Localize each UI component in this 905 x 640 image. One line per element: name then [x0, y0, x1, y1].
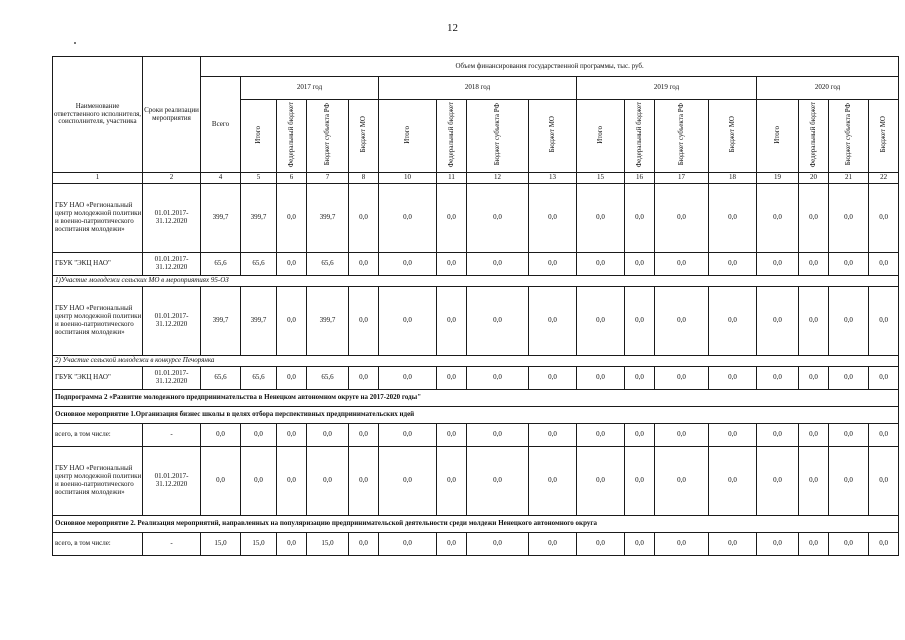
header-subcol-label: Бюджет субъекта РФ [322, 103, 331, 166]
amount-cell: 0,0 [655, 447, 709, 516]
amount-cell: 0,0 [379, 424, 437, 447]
table-row [53, 287, 899, 356]
header-subcol-label: Итого [772, 125, 781, 144]
header-subcol [799, 100, 829, 173]
amount-cell: 0,0 [829, 367, 869, 390]
column-number: 17 [655, 173, 709, 184]
column-number: 22 [869, 173, 899, 184]
amount-cell: 0,0 [625, 253, 655, 276]
section-heading: Подпрограмма 2 «Развитие молодежного предпринимательства в Ненецком автономном округе на 2017-2020 годы" [53, 390, 899, 407]
header-subcol-label: Федеральный бюджет [634, 101, 643, 168]
amount-cell: 0,0 [307, 424, 349, 447]
amount-cell: 0,0 [757, 184, 799, 253]
amount-cell: 15,0 [201, 533, 241, 556]
participant-name: ГБУ НАО «Региональный центр молодежной политики и военно-патриотического воспитания молодежи» [53, 447, 143, 516]
amount-cell: 0,0 [655, 287, 709, 356]
amount-cell: 0,0 [829, 253, 869, 276]
header-subcol [349, 100, 379, 173]
table-row [53, 367, 899, 390]
participant-name: ГБУ НАО «Региональный центр молодежной политики и военно-патриотического воспитания молодежи» [53, 184, 143, 253]
section-heading: Основное мероприятие 1.Организация бизнес школы в целях отбора перспективных предпринимательских идей [53, 407, 899, 424]
amount-cell: 0,0 [655, 367, 709, 390]
amount-cell: 0,0 [829, 287, 869, 356]
amount-cell: 0,0 [201, 424, 241, 447]
amount-cell: 0,0 [349, 424, 379, 447]
amount-cell: 0,0 [437, 287, 467, 356]
amount-cell: 0,0 [625, 447, 655, 516]
column-number: 21 [829, 173, 869, 184]
amount-cell: 0,0 [379, 184, 437, 253]
amount-cell: 65,6 [241, 367, 277, 390]
header-subcol-label: Федеральный бюджет [286, 101, 295, 168]
period-cell: - [143, 424, 201, 447]
header-name-col: Наименование ответственного исполнителя, соисполнителя, участника [53, 57, 143, 173]
amount-cell: 0,0 [757, 533, 799, 556]
header-subcol [277, 100, 307, 173]
amount-cell: 0,0 [437, 533, 467, 556]
amount-cell: 0,0 [757, 367, 799, 390]
header-year-2017: 2017 год [241, 77, 379, 100]
amount-cell: 0,0 [829, 533, 869, 556]
column-number: 4 [201, 173, 241, 184]
amount-cell: 399,7 [241, 184, 277, 253]
amount-cell: 0,0 [869, 287, 899, 356]
table-row [53, 253, 899, 276]
amount-cell: 0,0 [349, 447, 379, 516]
amount-cell: 0,0 [379, 533, 437, 556]
header-subcol [307, 100, 349, 173]
amount-cell: 0,0 [577, 287, 625, 356]
amount-cell: 0,0 [757, 253, 799, 276]
amount-cell: 0,0 [829, 184, 869, 253]
amount-cell: 399,7 [201, 184, 241, 253]
column-number: 12 [467, 173, 529, 184]
column-number: 16 [625, 173, 655, 184]
participant-name: всего, в том числе: [53, 533, 143, 556]
amount-cell: 65,6 [201, 253, 241, 276]
participant-name: всего, в том числе: [53, 424, 143, 447]
amount-cell: 15,0 [307, 533, 349, 556]
header-subcol-label: Бюджет МО [878, 116, 887, 153]
participant-name: ГБУК "ЭКЦ НАО" [53, 367, 143, 390]
amount-cell: 0,0 [757, 447, 799, 516]
amount-cell: 0,0 [529, 367, 577, 390]
amount-cell: 65,6 [241, 253, 277, 276]
period-cell: - [143, 533, 201, 556]
period-cell: 01.01.2017-31.12.2020 [143, 253, 201, 276]
header-period-col: Сроки реализации мероприятия [143, 57, 201, 173]
amount-cell: 65,6 [307, 367, 349, 390]
amount-cell: 0,0 [277, 424, 307, 447]
amount-cell: 0,0 [709, 184, 757, 253]
amount-cell: 0,0 [437, 447, 467, 516]
amount-cell: 0,0 [709, 367, 757, 390]
header-subcol [757, 100, 799, 173]
amount-cell: 0,0 [241, 447, 277, 516]
amount-cell: 0,0 [201, 447, 241, 516]
amount-cell: 0,0 [625, 287, 655, 356]
header-total: Всего [201, 77, 241, 173]
amount-cell: 0,0 [437, 424, 467, 447]
header-subcol [437, 100, 467, 173]
amount-cell: 0,0 [799, 184, 829, 253]
amount-cell: 0,0 [709, 287, 757, 356]
amount-cell: 0,0 [829, 447, 869, 516]
table-row [53, 447, 899, 516]
participant-name: ГБУ НАО «Региональный центр молодежной политики и военно-патриотического воспитания молодежи» [53, 287, 143, 356]
header-subcol [869, 100, 899, 173]
section-heading-row [53, 390, 899, 407]
amount-cell: 0,0 [349, 287, 379, 356]
column-number: 7 [307, 173, 349, 184]
amount-cell: 0,0 [869, 367, 899, 390]
amount-cell: 0,0 [277, 287, 307, 356]
amount-cell: 0,0 [277, 447, 307, 516]
header-subcol-label: Федеральный бюджет [808, 101, 817, 168]
amount-cell: 0,0 [577, 184, 625, 253]
column-number: 13 [529, 173, 577, 184]
amount-cell: 0,0 [277, 367, 307, 390]
amount-cell: 0,0 [379, 253, 437, 276]
amount-cell: 0,0 [869, 533, 899, 556]
amount-cell: 0,0 [869, 447, 899, 516]
header-volume-title: Объем финансирования государственной программы, тыс. руб. [201, 57, 899, 77]
amount-cell: 0,0 [655, 533, 709, 556]
amount-cell: 0,0 [869, 184, 899, 253]
section-heading: 1)Участие молодежи сельских МО в мероприятиях 95-ОЗ [53, 276, 899, 287]
header-subcol [241, 100, 277, 173]
header-subcol [655, 100, 709, 173]
amount-cell: 0,0 [529, 253, 577, 276]
period-cell: 01.01.2017-31.12.2020 [143, 447, 201, 516]
subsection-row [53, 356, 899, 367]
amount-cell: 399,7 [241, 287, 277, 356]
amount-cell: 0,0 [349, 253, 379, 276]
subsection-row [53, 276, 899, 287]
header-subcol-label: Федеральный бюджет [446, 101, 455, 168]
amount-cell: 0,0 [709, 533, 757, 556]
table-row [53, 533, 899, 556]
amount-cell: 0,0 [379, 447, 437, 516]
amount-cell: 65,6 [201, 367, 241, 390]
table-row [53, 184, 899, 253]
column-number: 18 [709, 173, 757, 184]
amount-cell: 0,0 [799, 253, 829, 276]
header-subcol-label: Бюджет субъекта РФ [843, 103, 852, 166]
amount-cell: 0,0 [277, 533, 307, 556]
header-subcol-label: Бюджет МО [358, 116, 367, 153]
header-year-2019: 2019 год [577, 77, 757, 100]
amount-cell: 0,0 [277, 184, 307, 253]
header-subcol-label: Бюджет субъекта РФ [492, 103, 501, 166]
period-cell: 01.01.2017-31.12.2020 [143, 287, 201, 356]
amount-cell: 0,0 [709, 447, 757, 516]
amount-cell: 0,0 [709, 424, 757, 447]
column-number: 8 [349, 173, 379, 184]
amount-cell: 0,0 [529, 424, 577, 447]
amount-cell: 0,0 [529, 287, 577, 356]
amount-cell: 0,0 [709, 253, 757, 276]
header-subcol [829, 100, 869, 173]
amount-cell: 0,0 [529, 184, 577, 253]
section-heading-row [53, 516, 899, 533]
amount-cell: 0,0 [869, 253, 899, 276]
amount-cell: 0,0 [349, 184, 379, 253]
participant-name: ГБУК "ЭКЦ НАО" [53, 253, 143, 276]
amount-cell: 0,0 [799, 447, 829, 516]
amount-cell: 399,7 [201, 287, 241, 356]
amount-cell: 0,0 [467, 447, 529, 516]
header-subcol-label: Бюджет субъекта РФ [676, 103, 685, 166]
amount-cell: 0,0 [277, 253, 307, 276]
period-cell: 01.01.2017-31.12.2020 [143, 184, 201, 253]
amount-cell: 0,0 [799, 287, 829, 356]
amount-cell: 0,0 [625, 184, 655, 253]
amount-cell: 0,0 [799, 424, 829, 447]
amount-cell: 0,0 [655, 424, 709, 447]
amount-cell: 0,0 [757, 424, 799, 447]
amount-cell: 65,6 [307, 253, 349, 276]
amount-cell: 0,0 [467, 253, 529, 276]
amount-cell: 0,0 [655, 184, 709, 253]
header-year-2020: 2020 год [757, 77, 899, 100]
header-subcol-label: Итого [595, 125, 604, 144]
amount-cell: 0,0 [467, 184, 529, 253]
amount-cell: 0,0 [437, 253, 467, 276]
amount-cell: 0,0 [577, 447, 625, 516]
header-year-2018: 2018 год [379, 77, 577, 100]
financing-table [52, 56, 899, 556]
amount-cell: 0,0 [529, 447, 577, 516]
amount-cell: 0,0 [349, 367, 379, 390]
period-cell: 01.01.2017-31.12.2020 [143, 367, 201, 390]
amount-cell: 0,0 [829, 424, 869, 447]
amount-cell: 0,0 [241, 424, 277, 447]
page-number: 12 [447, 22, 458, 34]
amount-cell: 0,0 [577, 253, 625, 276]
header-subcol [625, 100, 655, 173]
header-subcol-label: Итого [402, 125, 411, 144]
amount-cell: 0,0 [467, 287, 529, 356]
amount-cell: 0,0 [307, 447, 349, 516]
column-number: 2 [143, 173, 201, 184]
amount-cell: 0,0 [655, 253, 709, 276]
amount-cell: 0,0 [757, 287, 799, 356]
header-subcol [577, 100, 625, 173]
amount-cell: 0,0 [379, 367, 437, 390]
column-number: 10 [379, 173, 437, 184]
amount-cell: 0,0 [799, 367, 829, 390]
amount-cell: 0,0 [437, 184, 467, 253]
amount-cell: 0,0 [529, 533, 577, 556]
column-number: 5 [241, 173, 277, 184]
header-subcol-label: Бюджет МО [547, 116, 556, 153]
amount-cell: 0,0 [625, 533, 655, 556]
section-heading: Основное мероприятие 2. Реализация мероприятий, направленных на популяризацию предпринимательской деятельности среди молдежи Ненецкого автономного округа [53, 516, 899, 533]
header-subcol [529, 100, 577, 173]
header-subcol [379, 100, 437, 173]
scan-dot [74, 42, 76, 44]
amount-cell: 0,0 [869, 424, 899, 447]
header-subcol [467, 100, 529, 173]
table-row [53, 424, 899, 447]
column-number: 19 [757, 173, 799, 184]
amount-cell: 0,0 [577, 533, 625, 556]
amount-cell: 0,0 [577, 367, 625, 390]
amount-cell: 0,0 [437, 367, 467, 390]
amount-cell: 0,0 [577, 424, 625, 447]
amount-cell: 0,0 [467, 424, 529, 447]
amount-cell: 399,7 [307, 184, 349, 253]
amount-cell: 0,0 [467, 533, 529, 556]
header-subcol-label: Итого [253, 125, 262, 144]
amount-cell: 0,0 [625, 424, 655, 447]
amount-cell: 399,7 [307, 287, 349, 356]
column-number: 1 [53, 173, 143, 184]
section-heading-row [53, 407, 899, 424]
column-number: 20 [799, 173, 829, 184]
header-subcol-label: Бюджет МО [727, 116, 736, 153]
amount-cell: 0,0 [467, 367, 529, 390]
amount-cell: 0,0 [625, 367, 655, 390]
amount-cell: 0,0 [799, 533, 829, 556]
section-heading: 2) Участие сельской молодежи в конкурсе Печорянка [53, 356, 899, 367]
amount-cell: 15,0 [241, 533, 277, 556]
column-number: 11 [437, 173, 467, 184]
column-number: 6 [277, 173, 307, 184]
column-number: 15 [577, 173, 625, 184]
amount-cell: 0,0 [349, 533, 379, 556]
header-subcol [709, 100, 757, 173]
amount-cell: 0,0 [379, 287, 437, 356]
